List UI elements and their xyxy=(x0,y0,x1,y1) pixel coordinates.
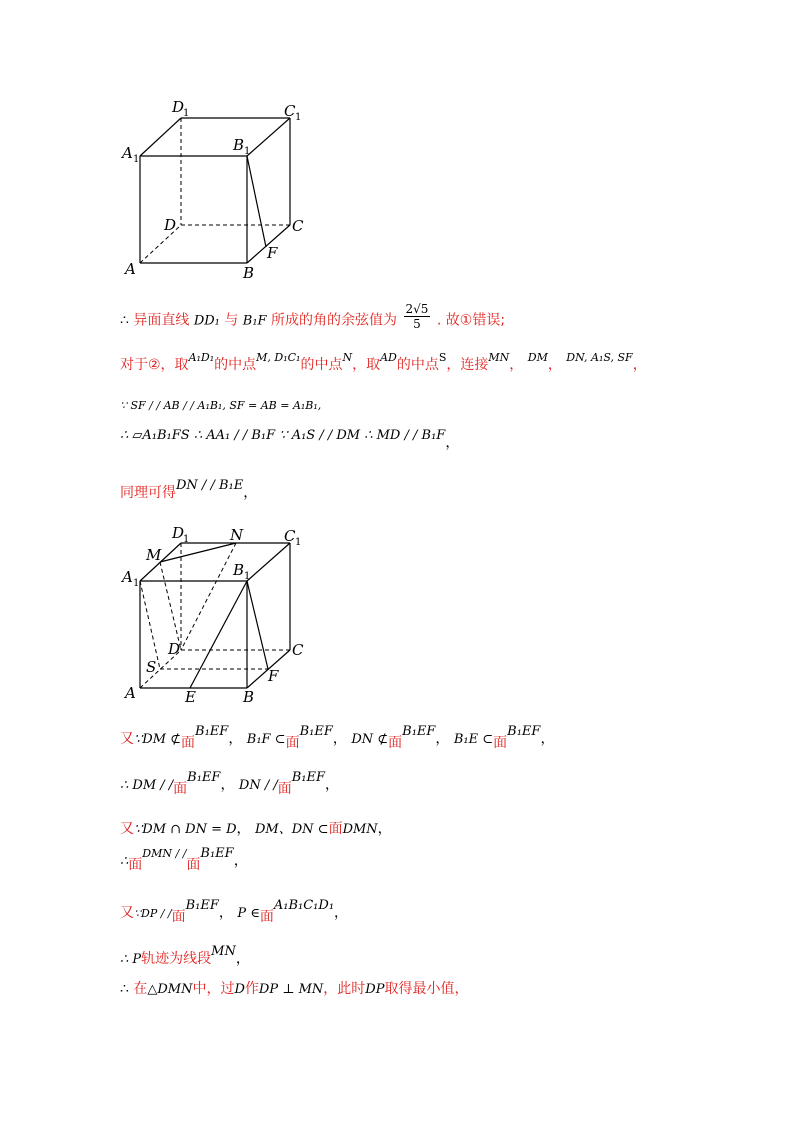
label-c: C xyxy=(292,641,304,659)
point-p-relation: 又∵DP / /面B₁EF， P ∈面A₁B₁C₁D₁， xyxy=(120,898,349,925)
label-e: E xyxy=(185,688,196,706)
label-a1-sub: 1 xyxy=(133,578,140,589)
label-d1-sub: 1 xyxy=(183,108,190,119)
label-c1: C xyxy=(284,527,296,545)
label-c1-sub: 1 xyxy=(295,537,302,548)
parallel-relations: ∵ SF / / AB / / A₁B₁, SF = AB = A₁B₁, xyxy=(120,399,322,412)
label-d1: D xyxy=(172,524,185,542)
label-a1: A xyxy=(122,568,133,586)
minimum-line: ∴ 在△DMN中，过D作DP ⊥ MN，此时DP取得最小值， xyxy=(120,981,469,997)
locus-line: ∴ P轨迹为线段MN， xyxy=(120,944,250,967)
label-c1-sub: 1 xyxy=(295,112,302,123)
label-a1: A xyxy=(122,144,133,162)
plane-parallel-2: ∴面$^{DMN / /}$面B₁EF， xyxy=(120,846,248,873)
plane-parallel-1: ∴ DM / /面B₁EF， DN / /面B₁EF， xyxy=(120,770,340,797)
cube-figure-2 xyxy=(0,515,800,735)
intersection-line: 又∵DM ∩ DN = D， DM、DN ⊂面DMN， xyxy=(120,821,392,837)
step-2-intro: 对于②，取$^{A_1D_1}$的中点$^{M, D_1C_1}$的中点$^N$，取$^{AD}$的中点$^S$，连接$^{MN}$， $^{DM}$， $^{DN, A_1S, SF}$， xyxy=(120,351,647,373)
label-b1: B xyxy=(233,136,245,154)
label-b1-sub: 1 xyxy=(244,571,251,582)
fraction-cosine: $\frac{2√5}{5}$ xyxy=(405,302,429,331)
label-b1-sub: 1 xyxy=(244,146,251,157)
parallelogram-relations: ∴ ▱A₁B₁FS ∴ AA₁ / / B₁F ∵ A₁S / / DM ∴ MD / / B₁F， xyxy=(120,428,460,451)
label-b1: B xyxy=(233,561,245,579)
label-d1: D xyxy=(172,98,185,116)
conclusion-line-1: ∴ 异面直线 DD₁ 与 B₁F 所成的角的余弦值为 $\frac{2√5}{5}$ . 故①错误; xyxy=(120,302,506,331)
label-d: D xyxy=(164,216,177,234)
label-n: N xyxy=(230,526,244,544)
label-s: S xyxy=(146,658,157,676)
label-c: C xyxy=(292,217,304,235)
label-d: D xyxy=(168,640,181,658)
label-f: F xyxy=(268,667,279,685)
similarly-line: 同理可得DN / / B₁E， xyxy=(120,478,258,501)
label-m: M xyxy=(146,546,162,564)
label-a1-sub: 1 xyxy=(133,154,140,165)
label-d1-sub: 1 xyxy=(183,534,190,545)
label-f: F xyxy=(267,244,278,262)
label-c1: C xyxy=(284,102,296,120)
label-b: B xyxy=(243,264,255,282)
label-a: A xyxy=(125,684,136,702)
cube-figure-1 xyxy=(0,0,800,290)
label-b: B xyxy=(243,688,255,706)
plane-relations-1: 又∵DM ⊄面B₁EF， B₁F ⊂面B₁EF， DN ⊄面B₁EF， B₁E ⊂面B₁EF， xyxy=(120,724,555,751)
label-a: A xyxy=(125,260,136,278)
